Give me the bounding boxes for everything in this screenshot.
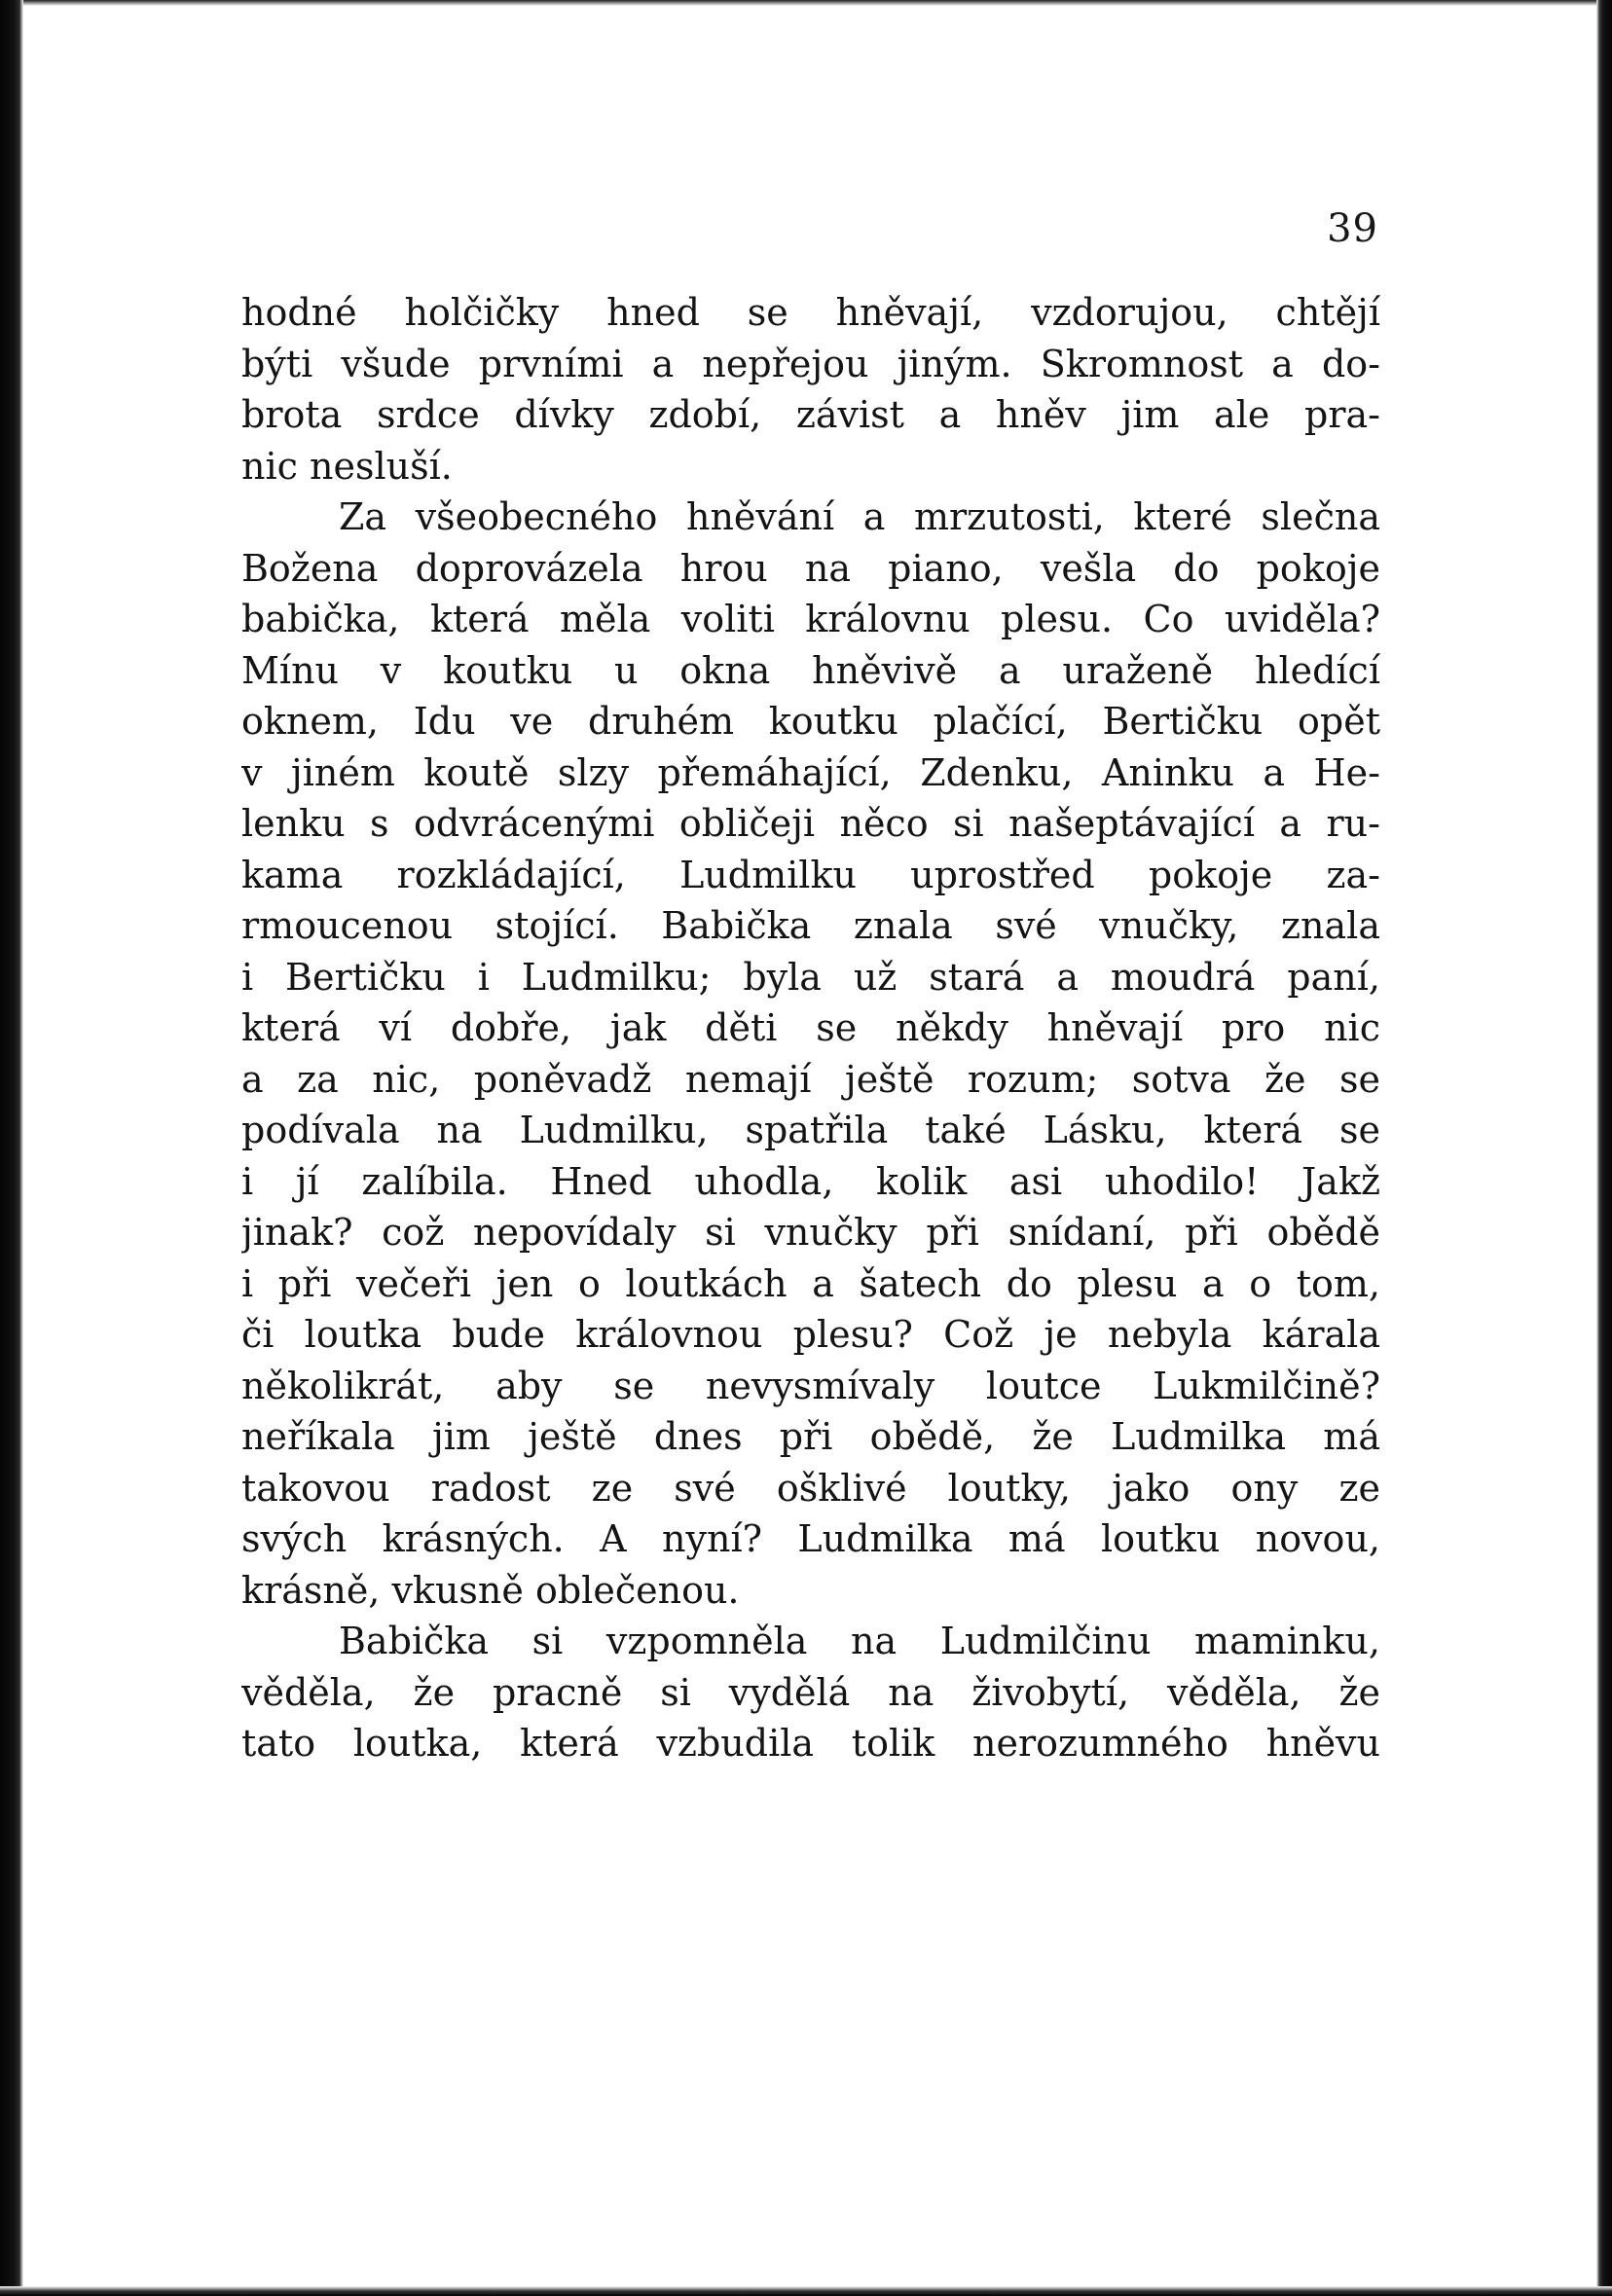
text-line: Babička si vzpomněla na Ludmilčinu maminku, [339,1620,1380,1662]
scan-edge-left [0,0,23,2296]
text-line: hodné holčičky hned se hněvají, vzdorujou, chtějí [241,291,1380,334]
text-line: babička, která měla voliti královnu plesu. Co uviděla? [241,598,1380,640]
text-line: či loutka bude královnou plesu? Což je nebyla kárala [241,1313,1380,1356]
text-line: tato loutka, která vzbudila tolik nerozumného hněvu [241,1722,1380,1765]
text-line: Za všeobecného hněvání a mrzutosti, které slečna [339,495,1380,538]
text-line: takovou radost ze své ošklivé loutky, jako ony ze [241,1466,1380,1510]
text-line: krásně, vkusně oblečenou. [241,1568,740,1612]
text-line: věděla, že pracně si vydělá na živobytí, věděla, že [241,1670,1380,1714]
text-line: i při večeři jen o loutkách a šatech do plesu a o tom, [241,1261,1380,1305]
text-line: kama rozkládající, Ludmilku uprostřed pokoje za- [241,853,1380,896]
text-line: podívala na Ludmilku, spatřila také Lásku, která se [241,1109,1380,1151]
text-line: která ví dobře, jak děti se někdy hněvají pro nic [241,1006,1380,1049]
body-text [241,287,1380,1769]
text-line: i Bertičku i Ludmilku; byla už stará a moudrá paní, [241,955,1380,999]
text-line: rmoucenou stojící. Babička znala své vnučky, znala [241,904,1380,947]
text-line: oknem, Idu ve druhém koutku plačící, Bertičku opět [241,700,1380,743]
text-line: lenku s odvrácenými obličeji něco si našeptávající a ru- [241,802,1380,845]
text-line: jinak? což nepovídaly si vnučky při snídaní, při obědě [241,1211,1380,1254]
text-line: i jí zalíbila. Hned uhodla, kolik asi uhodilo! Jakž [241,1159,1380,1203]
scan-edge-right [1596,0,1612,2296]
scan-edge-top [0,0,1612,6]
text-line: brota srdce dívky zdobí, závist a hněv jim ale pra- [241,393,1380,436]
text-line: a za nic, poněvadž nemají ještě rozum; sotva že se [241,1057,1380,1101]
text-line: nic nesluší. [241,444,453,488]
text-line: svých krásných. A nyní? Ludmilka má loutku novou, [241,1517,1380,1560]
text-line: neříkala jim ještě dnes při obědě, že Ludmilka má [241,1415,1380,1458]
text-line: v jiném koutě slzy přemáhající, Zdenku, Aninku a He- [241,750,1380,794]
text-line: Mínu v koutku u okna hněvivě a uraženě hledící [241,648,1380,692]
page-number: 39 [1327,206,1378,251]
text-line: několikrát, aby se nevysmívaly loutce Lukmilčině? [241,1364,1380,1407]
text-line: Božena doprovázela hrou na piano, vešla do pokoje [241,546,1380,590]
scan-edge-bottom [0,2286,1612,2296]
text-line: býti všude prvními a nepřejou jiným. Skromnost a do- [241,342,1380,385]
